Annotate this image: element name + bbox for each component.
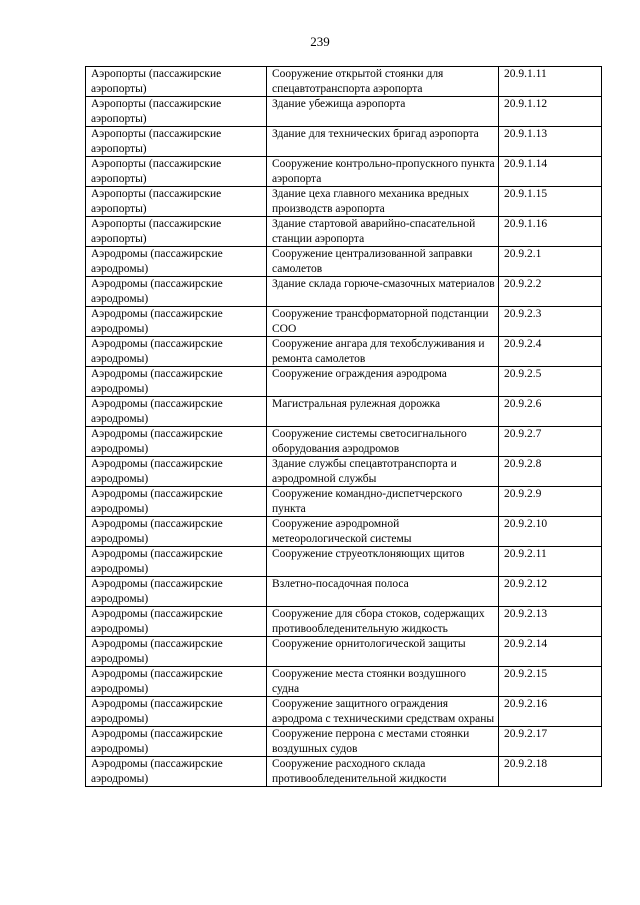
row-name-cell: Здание стартовой аварийно-спасательной станции аэропорта [267, 217, 499, 247]
row-name-cell: Здание убежища аэропорта [267, 97, 499, 127]
table-body [86, 67, 602, 787]
table-row [86, 427, 602, 457]
row-category-cell: Аэропорты (пассажирские аэропорты) [86, 127, 267, 157]
table-row [86, 727, 602, 757]
row-code-cell: 20.9.2.18 [499, 757, 602, 787]
table-row [86, 547, 602, 577]
row-name-cell: Взлетно-посадочная полоса [267, 577, 499, 607]
row-code-cell: 20.9.2.4 [499, 337, 602, 367]
row-name-cell: Сооружение орнитологической защиты [267, 637, 499, 667]
row-category-cell: Аэропорты (пассажирские аэропорты) [86, 217, 267, 247]
row-category-cell: Аэродромы (пассажирские аэродромы) [86, 637, 267, 667]
table-row [86, 97, 602, 127]
table-row [86, 667, 602, 697]
row-name-cell: Сооружение защитного ограждения аэродрома с техническими средствам охраны [267, 697, 499, 727]
row-code-cell: 20.9.2.15 [499, 667, 602, 697]
row-name-cell: Сооружение ограждения аэродрома [267, 367, 499, 397]
row-code-cell: 20.9.1.12 [499, 97, 602, 127]
row-category-cell: Аэропорты (пассажирские аэропорты) [86, 187, 267, 217]
row-category-cell: Аэродромы (пассажирские аэродромы) [86, 517, 267, 547]
row-category-cell: Аэродромы (пассажирские аэродромы) [86, 607, 267, 637]
row-code-cell: 20.9.2.9 [499, 487, 602, 517]
table-row [86, 217, 602, 247]
row-code-cell: 20.9.2.10 [499, 517, 602, 547]
table-row [86, 487, 602, 517]
table-row [86, 277, 602, 307]
row-category-cell: Аэродромы (пассажирские аэродромы) [86, 697, 267, 727]
row-name-cell: Сооружение открытой стоянки для спецавтотранспорта аэропорта [267, 67, 499, 97]
table-row [86, 517, 602, 547]
row-name-cell: Магистральная рулежная дорожка [267, 397, 499, 427]
row-code-cell: 20.9.2.3 [499, 307, 602, 337]
row-category-cell: Аэродромы (пассажирские аэродромы) [86, 367, 267, 397]
row-category-cell: Аэродромы (пассажирские аэродромы) [86, 307, 267, 337]
row-name-cell: Сооружение аэродромной метеорологической системы [267, 517, 499, 547]
table-row [86, 397, 602, 427]
row-code-cell: 20.9.2.1 [499, 247, 602, 277]
row-name-cell: Сооружение системы светосигнального оборудования аэродромов [267, 427, 499, 457]
table-row [86, 247, 602, 277]
row-category-cell: Аэродромы (пассажирские аэродромы) [86, 457, 267, 487]
row-code-cell: 20.9.2.13 [499, 607, 602, 637]
row-name-cell: Сооружение перрона с местами стоянки воздушных судов [267, 727, 499, 757]
table-row [86, 157, 602, 187]
row-code-cell: 20.9.2.16 [499, 697, 602, 727]
row-category-cell: Аэродромы (пассажирские аэродромы) [86, 757, 267, 787]
row-name-cell: Сооружение места стоянки воздушного судна [267, 667, 499, 697]
row-category-cell: Аэродромы (пассажирские аэродромы) [86, 547, 267, 577]
row-code-cell: 20.9.2.2 [499, 277, 602, 307]
row-category-cell: Аэродромы (пассажирские аэродромы) [86, 727, 267, 757]
table-row [86, 67, 602, 97]
row-name-cell: Здание службы спецавтотранспорта и аэродромной службы [267, 457, 499, 487]
row-code-cell: 20.9.2.7 [499, 427, 602, 457]
page-number: 239 [310, 34, 330, 49]
row-category-cell: Аэродромы (пассажирские аэродромы) [86, 397, 267, 427]
row-category-cell: Аэропорты (пассажирские аэропорты) [86, 97, 267, 127]
row-code-cell: 20.9.1.16 [499, 217, 602, 247]
row-name-cell: Здание склада горюче-смазочных материалов [267, 277, 499, 307]
row-code-cell: 20.9.1.13 [499, 127, 602, 157]
row-category-cell: Аэропорты (пассажирские аэропорты) [86, 157, 267, 187]
row-code-cell: 20.9.2.8 [499, 457, 602, 487]
row-name-cell: Сооружение для сбора стоков, содержащих противообледенительную жидкость [267, 607, 499, 637]
table-row [86, 757, 602, 787]
row-code-cell: 20.9.2.11 [499, 547, 602, 577]
row-category-cell: Аэродромы (пассажирские аэродромы) [86, 577, 267, 607]
row-name-cell: Здание для технических бригад аэропорта [267, 127, 499, 157]
row-category-cell: Аэродромы (пассажирские аэродромы) [86, 277, 267, 307]
table-row [86, 337, 602, 367]
row-name-cell: Сооружение расходного склада противообледенительной жидкости [267, 757, 499, 787]
row-name-cell: Сооружение струеотклоняющих щитов [267, 547, 499, 577]
table-row [86, 457, 602, 487]
row-category-cell: Аэродромы (пассажирские аэродромы) [86, 427, 267, 457]
row-category-cell: Аэропорты (пассажирские аэропорты) [86, 67, 267, 97]
table-row [86, 127, 602, 157]
table-row [86, 187, 602, 217]
row-name-cell: Сооружение контрольно-пропускного пункта аэропорта [267, 157, 499, 187]
row-name-cell: Сооружение ангара для техобслуживания и ремонта самолетов [267, 337, 499, 367]
row-code-cell: 20.9.2.6 [499, 397, 602, 427]
row-code-cell: 20.9.1.11 [499, 67, 602, 97]
row-code-cell: 20.9.2.14 [499, 637, 602, 667]
table-row [86, 637, 602, 667]
table-row [86, 697, 602, 727]
row-code-cell: 20.9.1.14 [499, 157, 602, 187]
row-category-cell: Аэродромы (пассажирские аэродромы) [86, 247, 267, 277]
row-category-cell: Аэродромы (пассажирские аэродромы) [86, 337, 267, 367]
row-code-cell: 20.9.2.5 [499, 367, 602, 397]
row-code-cell: 20.9.1.15 [499, 187, 602, 217]
row-name-cell: Сооружение централизованной заправки самолетов [267, 247, 499, 277]
row-category-cell: Аэродромы (пассажирские аэродромы) [86, 487, 267, 517]
row-name-cell: Сооружение трансформаторной подстанции СОО [267, 307, 499, 337]
row-code-cell: 20.9.2.17 [499, 727, 602, 757]
row-category-cell: Аэродромы (пассажирские аэродромы) [86, 667, 267, 697]
table-row [86, 607, 602, 637]
row-code-cell: 20.9.2.12 [499, 577, 602, 607]
table-row [86, 307, 602, 337]
row-name-cell: Сооружение командно-диспетчерского пункта [267, 487, 499, 517]
table-row [86, 367, 602, 397]
objects-table [85, 66, 602, 787]
row-name-cell: Здание цеха главного механика вредных производств аэропорта [267, 187, 499, 217]
table-row [86, 577, 602, 607]
